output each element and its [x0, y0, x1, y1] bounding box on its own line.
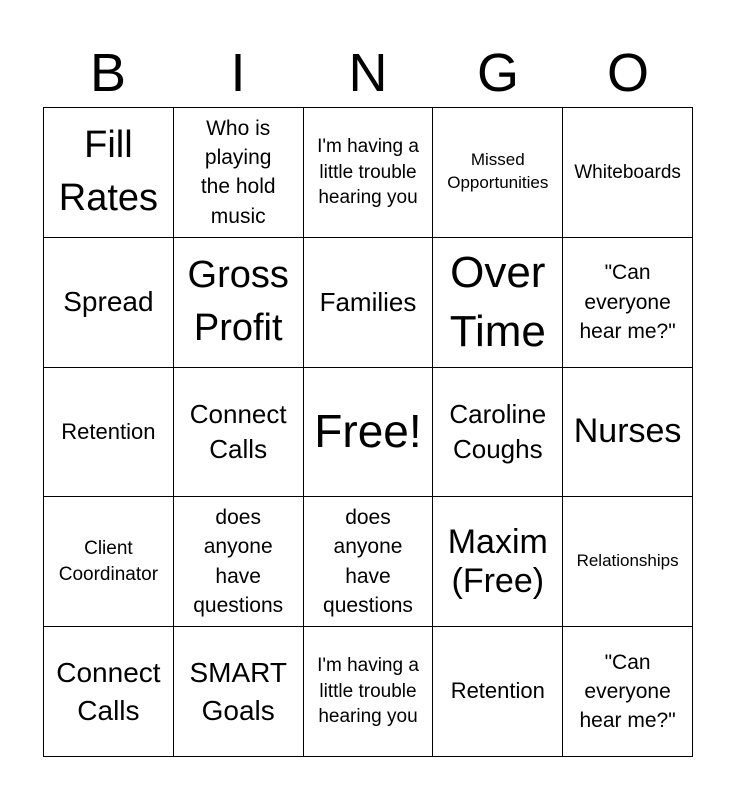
bingo-cell-r5-c2[interactable]: SMART Goals	[174, 627, 304, 757]
bingo-cell-r4-c2[interactable]: does anyone have questions	[174, 497, 304, 627]
bingo-cell-r1-c4[interactable]: Missed Opportunities	[433, 108, 563, 238]
bingo-cell-r5-c5[interactable]: "Can everyone hear me?"	[563, 627, 693, 757]
header-letter-g: G	[476, 43, 519, 103]
bingo-cell-r2-c4[interactable]: Over Time	[433, 238, 563, 368]
bingo-cell-r1-c2[interactable]: Who is playing the hold music	[174, 108, 304, 238]
bingo-cell-r2-c2[interactable]: Gross Profit	[174, 238, 304, 368]
bingo-cell-r4-c3[interactable]: does anyone have questions	[304, 497, 434, 627]
header-letter-i: I	[230, 43, 246, 103]
bingo-cell-r2-c3[interactable]: Families	[304, 238, 434, 368]
bingo-cell-r1-c5[interactable]: Whiteboards	[563, 108, 693, 238]
bingo-cell-r3-c2[interactable]: Connect Calls	[174, 368, 304, 498]
bingo-cell-r3-c1[interactable]: Retention	[44, 368, 174, 498]
header-letter-n: N	[348, 43, 388, 103]
bingo-cell-r3-c5[interactable]: Nurses	[563, 368, 693, 498]
bingo-cell-r1-c3[interactable]: I'm having a little trouble hearing you	[304, 108, 434, 238]
bingo-cell-r5-c4[interactable]: Retention	[433, 627, 563, 757]
bingo-cell-r1-c1[interactable]: Fill Rates	[44, 108, 174, 238]
header-letter-o: O	[606, 43, 649, 103]
header-letter-b: B	[89, 43, 127, 103]
bingo-cell-r4-c1[interactable]: Client Coordinator	[44, 497, 174, 627]
bingo-cell-free[interactable]: Free!	[304, 368, 434, 498]
bingo-cell-r2-c1[interactable]: Spread	[44, 238, 174, 368]
bingo-cell-r5-c3[interactable]: I'm having a little trouble hearing you	[304, 627, 434, 757]
bingo-header	[43, 38, 693, 108]
bingo-cell-r5-c1[interactable]: Connect Calls	[44, 627, 174, 757]
bingo-cell-r4-c5[interactable]: Relationships	[563, 497, 693, 627]
bingo-board	[43, 107, 693, 757]
bingo-cell-r3-c4[interactable]: Caroline Coughs	[433, 368, 563, 498]
bingo-cell-r2-c5[interactable]: "Can everyone hear me?"	[563, 238, 693, 368]
bingo-cell-r4-c4[interactable]: Maxim (Free)	[433, 497, 563, 627]
